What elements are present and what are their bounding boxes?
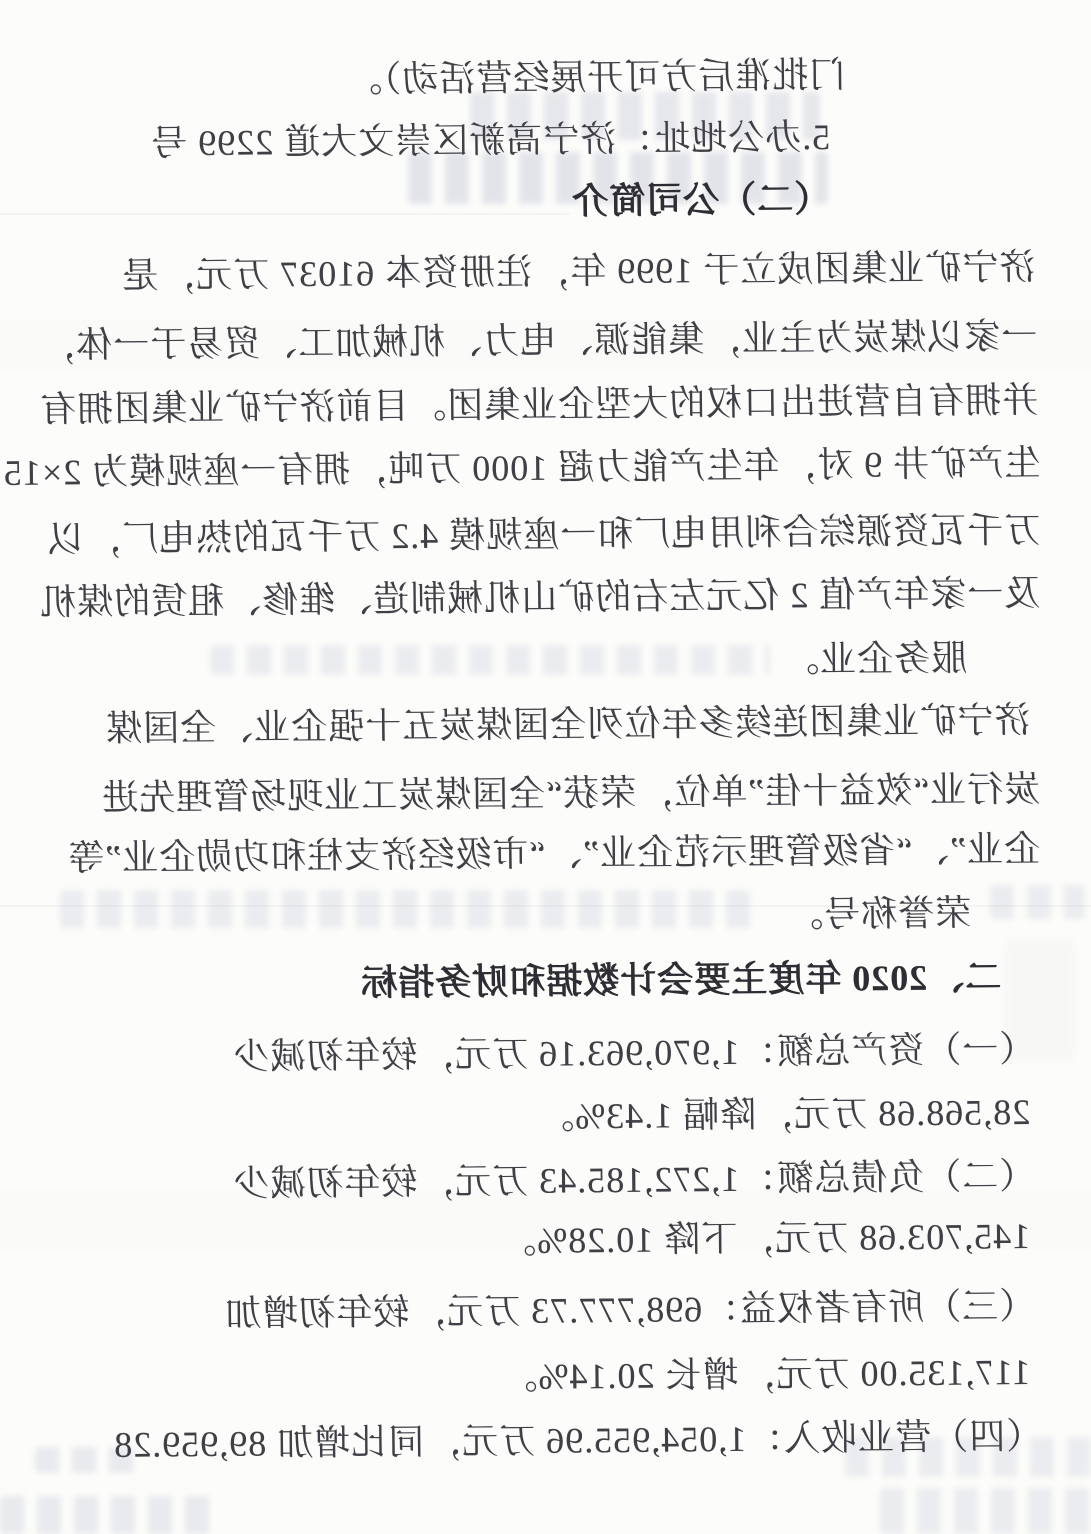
document-line: 28,568.68 万元，降幅 1.43%。 bbox=[537, 1092, 1031, 1137]
document-line: 万千瓦资源综合利用电厂和一座规模 4.2 万千瓦的热电厂，以 bbox=[47, 509, 1041, 560]
document-line: 并拥有自营进出口权的大型企业集团。目前济宁矿业集团拥有 bbox=[39, 379, 1039, 430]
document-line: 炭行业“效益十佳”单位，荣获“全国煤炭工业现场管理先进 bbox=[101, 768, 1041, 819]
document-line: （一）资产总额：1,970,963.16 万元，较年初减少 bbox=[232, 1029, 1036, 1077]
document-line: 117,135.00 万元，增长 20.14%。 bbox=[500, 1352, 1031, 1398]
document-line: 服务企业。 bbox=[782, 637, 968, 680]
document-line: （二）负债总额：1,272,185.43 万元，较年初减少 bbox=[232, 1156, 1036, 1204]
document-line: 生产矿井 9 对，年生产能力超 1000 万吨，拥有一座规模为 2×15 bbox=[2, 442, 1041, 493]
document-line: 济宁矿业集团成立于 1999 年，注册资本 61037 万元，是 bbox=[121, 246, 1036, 296]
document-line: 145,703.68 万元，下降 10.28%。 bbox=[499, 1216, 1031, 1262]
document-line: 5.办公地址：济宁高新区崇文大道 2299 号 bbox=[150, 116, 831, 164]
document-line: 门批准后方可开展经营活动）。 bbox=[345, 54, 846, 100]
document-line: 荣誉称号。 bbox=[786, 892, 972, 935]
document-line: （四）营业收入：1,054,955.96 万元，同比增加 89,959.28 bbox=[113, 1416, 1043, 1465]
document-line: 一家以煤炭为主业，集能源、电力、机械加工、贸易于一体， bbox=[38, 315, 1038, 366]
section-heading-financial-indicators: 二、2020 年度主要会计数据和财务指标 bbox=[360, 956, 1002, 1004]
section-heading-company-intro: （二）公司简介 bbox=[571, 178, 831, 222]
document-line: 及一家年产值 2 亿元左右的矿山机械制造、维修、租赁的煤机 bbox=[39, 572, 1041, 623]
document-line: 济宁矿业集团连续多年位列全国煤炭五十强企业、全国煤 bbox=[105, 699, 1031, 749]
document-line: 企业”、“省级管理示范企业”、“市级经济支柱和功勋企业”等 bbox=[67, 828, 1041, 879]
document-line: （三）所有者权益：698,777.73 万元，较年初增加 bbox=[224, 1286, 1036, 1334]
